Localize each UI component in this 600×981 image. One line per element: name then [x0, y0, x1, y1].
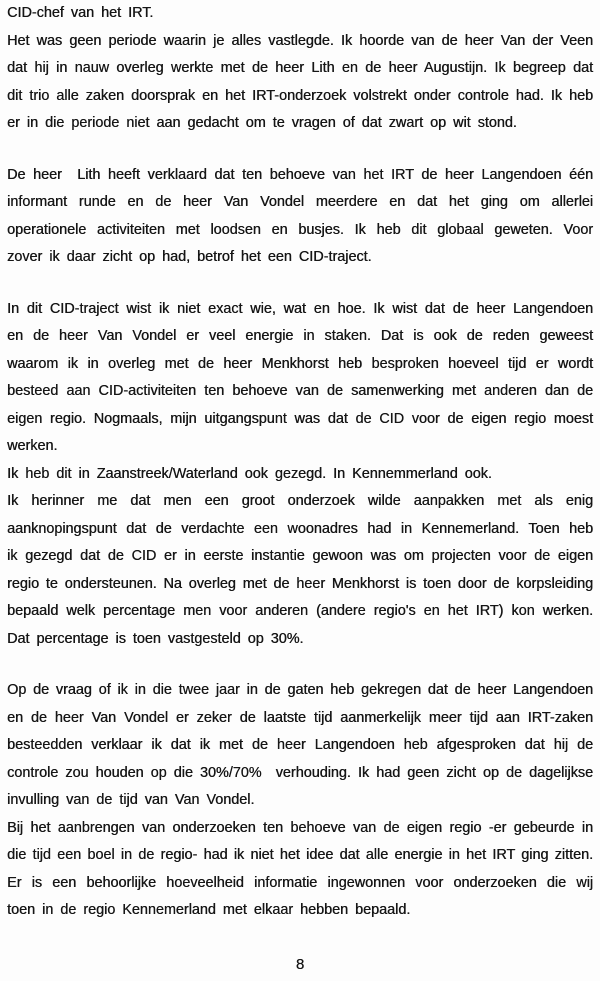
text-line: eigen regio. Nogmaals, mijn uitgangspunt was dat de CID voor de eigen regio moest [7, 410, 593, 427]
text-line: CID-chef van het IRT. [7, 5, 154, 21]
text-line: bepaald welk percentage men voor anderen (andere regio's en het IRT) kon werken. [7, 603, 593, 619]
text-line: en de heer Van Vondel er veel energie in staken. Dat is ook de reden geweest [7, 328, 593, 344]
text-line: zover ik daar zicht op had, betrof het een CID-traject. [7, 249, 372, 265]
text-line: besteed aan CID-activiteiten ten behoeve van de samenwerking met anderen dan de [7, 383, 593, 399]
text-line: aanknopingspunt dat de verdachte een woonadres had in Kennemerland. Toen heb [7, 520, 593, 537]
paragraph [7, 296, 593, 654]
text-line: informant runde en de heer Van Vondel meerdere en dat het ging om allerlei [7, 194, 593, 210]
paragraph [7, 0, 593, 138]
text-line: Ik heb dit in Zaanstreek/Waterland ook gezegd. In Kennemmerland ook. [7, 465, 492, 482]
paragraph [7, 162, 593, 272]
text-line: er in die periode niet aan gedacht om te vragen of dat zwart op wit stond. [7, 115, 517, 131]
text-line: In dit CID-traject wist ik niet exact wie, wat en hoe. Ik wist dat de heer Langendoen [7, 300, 593, 317]
document-body [7, 0, 593, 925]
text-line: Op de vraag of ik in die twee jaar in de gaten heb gekregen dat de heer Langendoen [7, 682, 593, 698]
text-line: ik gezegd dat de CID er in eerste instantie gewoon was om projecten voor de eigen [7, 548, 593, 564]
text-line: dit trio alle zaken doorsprak en het IRT-onderzoek volstrekt onder controle had. Ik heb [7, 87, 593, 104]
text-line: die tijd een boel in de regio- had ik niet het idee dat alle energie in het IRT ging zitten. [7, 847, 593, 863]
text-line: operationele activiteiten met loodsen en busjes. Ik heb dit globaal geweten. Voor [7, 221, 593, 238]
text-line: besteedden verklaar ik dat ik met de heer Langendoen heb afgesproken dat hij de [7, 737, 593, 753]
text-line: waarom ik in overleg met de heer Menkhorst heb besproken hoeveel tijd er wordt [7, 355, 593, 372]
text-line: Bij het aanbrengen van onderzoeken ten behoeve van de eigen regio -er gebeurde in [7, 819, 593, 836]
paragraph [7, 677, 593, 925]
text-line: Er is een behoorlijke hoeveelheid informatie ingewonnen voor onderzoeken die wij [7, 874, 593, 891]
text-line: controle zou houden op die 30%/70% verhouding. Ik had geen zicht op de dagelijkse [7, 764, 593, 781]
text-line: toen in de regio Kennemerland met elkaar hebben bepaald. [7, 902, 411, 918]
text-line: invulling van de tijd van Van Vondel. [7, 792, 255, 808]
text-line: Ik herinner me dat men een groot onderzoek wilde aanpakken met als enig [7, 493, 593, 509]
page-number: 8 [295, 955, 305, 973]
text-line: dat hij in nauw overleg werkte met de heer Lith en de heer Augustijn. Ik begreep dat [7, 60, 593, 76]
text-line: en de heer Van Vondel er zeker de laatste tijd aanmerkelijk meer tijd aan IRT-zaken [7, 709, 593, 726]
text-line: regio te ondersteunen. Na overleg met de heer Menkhorst is toen door de korpsleiding [7, 575, 593, 592]
text-line: Dat percentage is toen vastgesteld op 30%. [7, 630, 304, 647]
text-line: Het was geen periode waarin je alles vastlegde. Ik hoorde van de heer Van der Veen [7, 32, 593, 49]
text-line: De heer Lith heeft verklaard dat ten behoeve van het IRT de heer Langendoen één [7, 166, 593, 183]
text-line: werken. [7, 438, 58, 454]
